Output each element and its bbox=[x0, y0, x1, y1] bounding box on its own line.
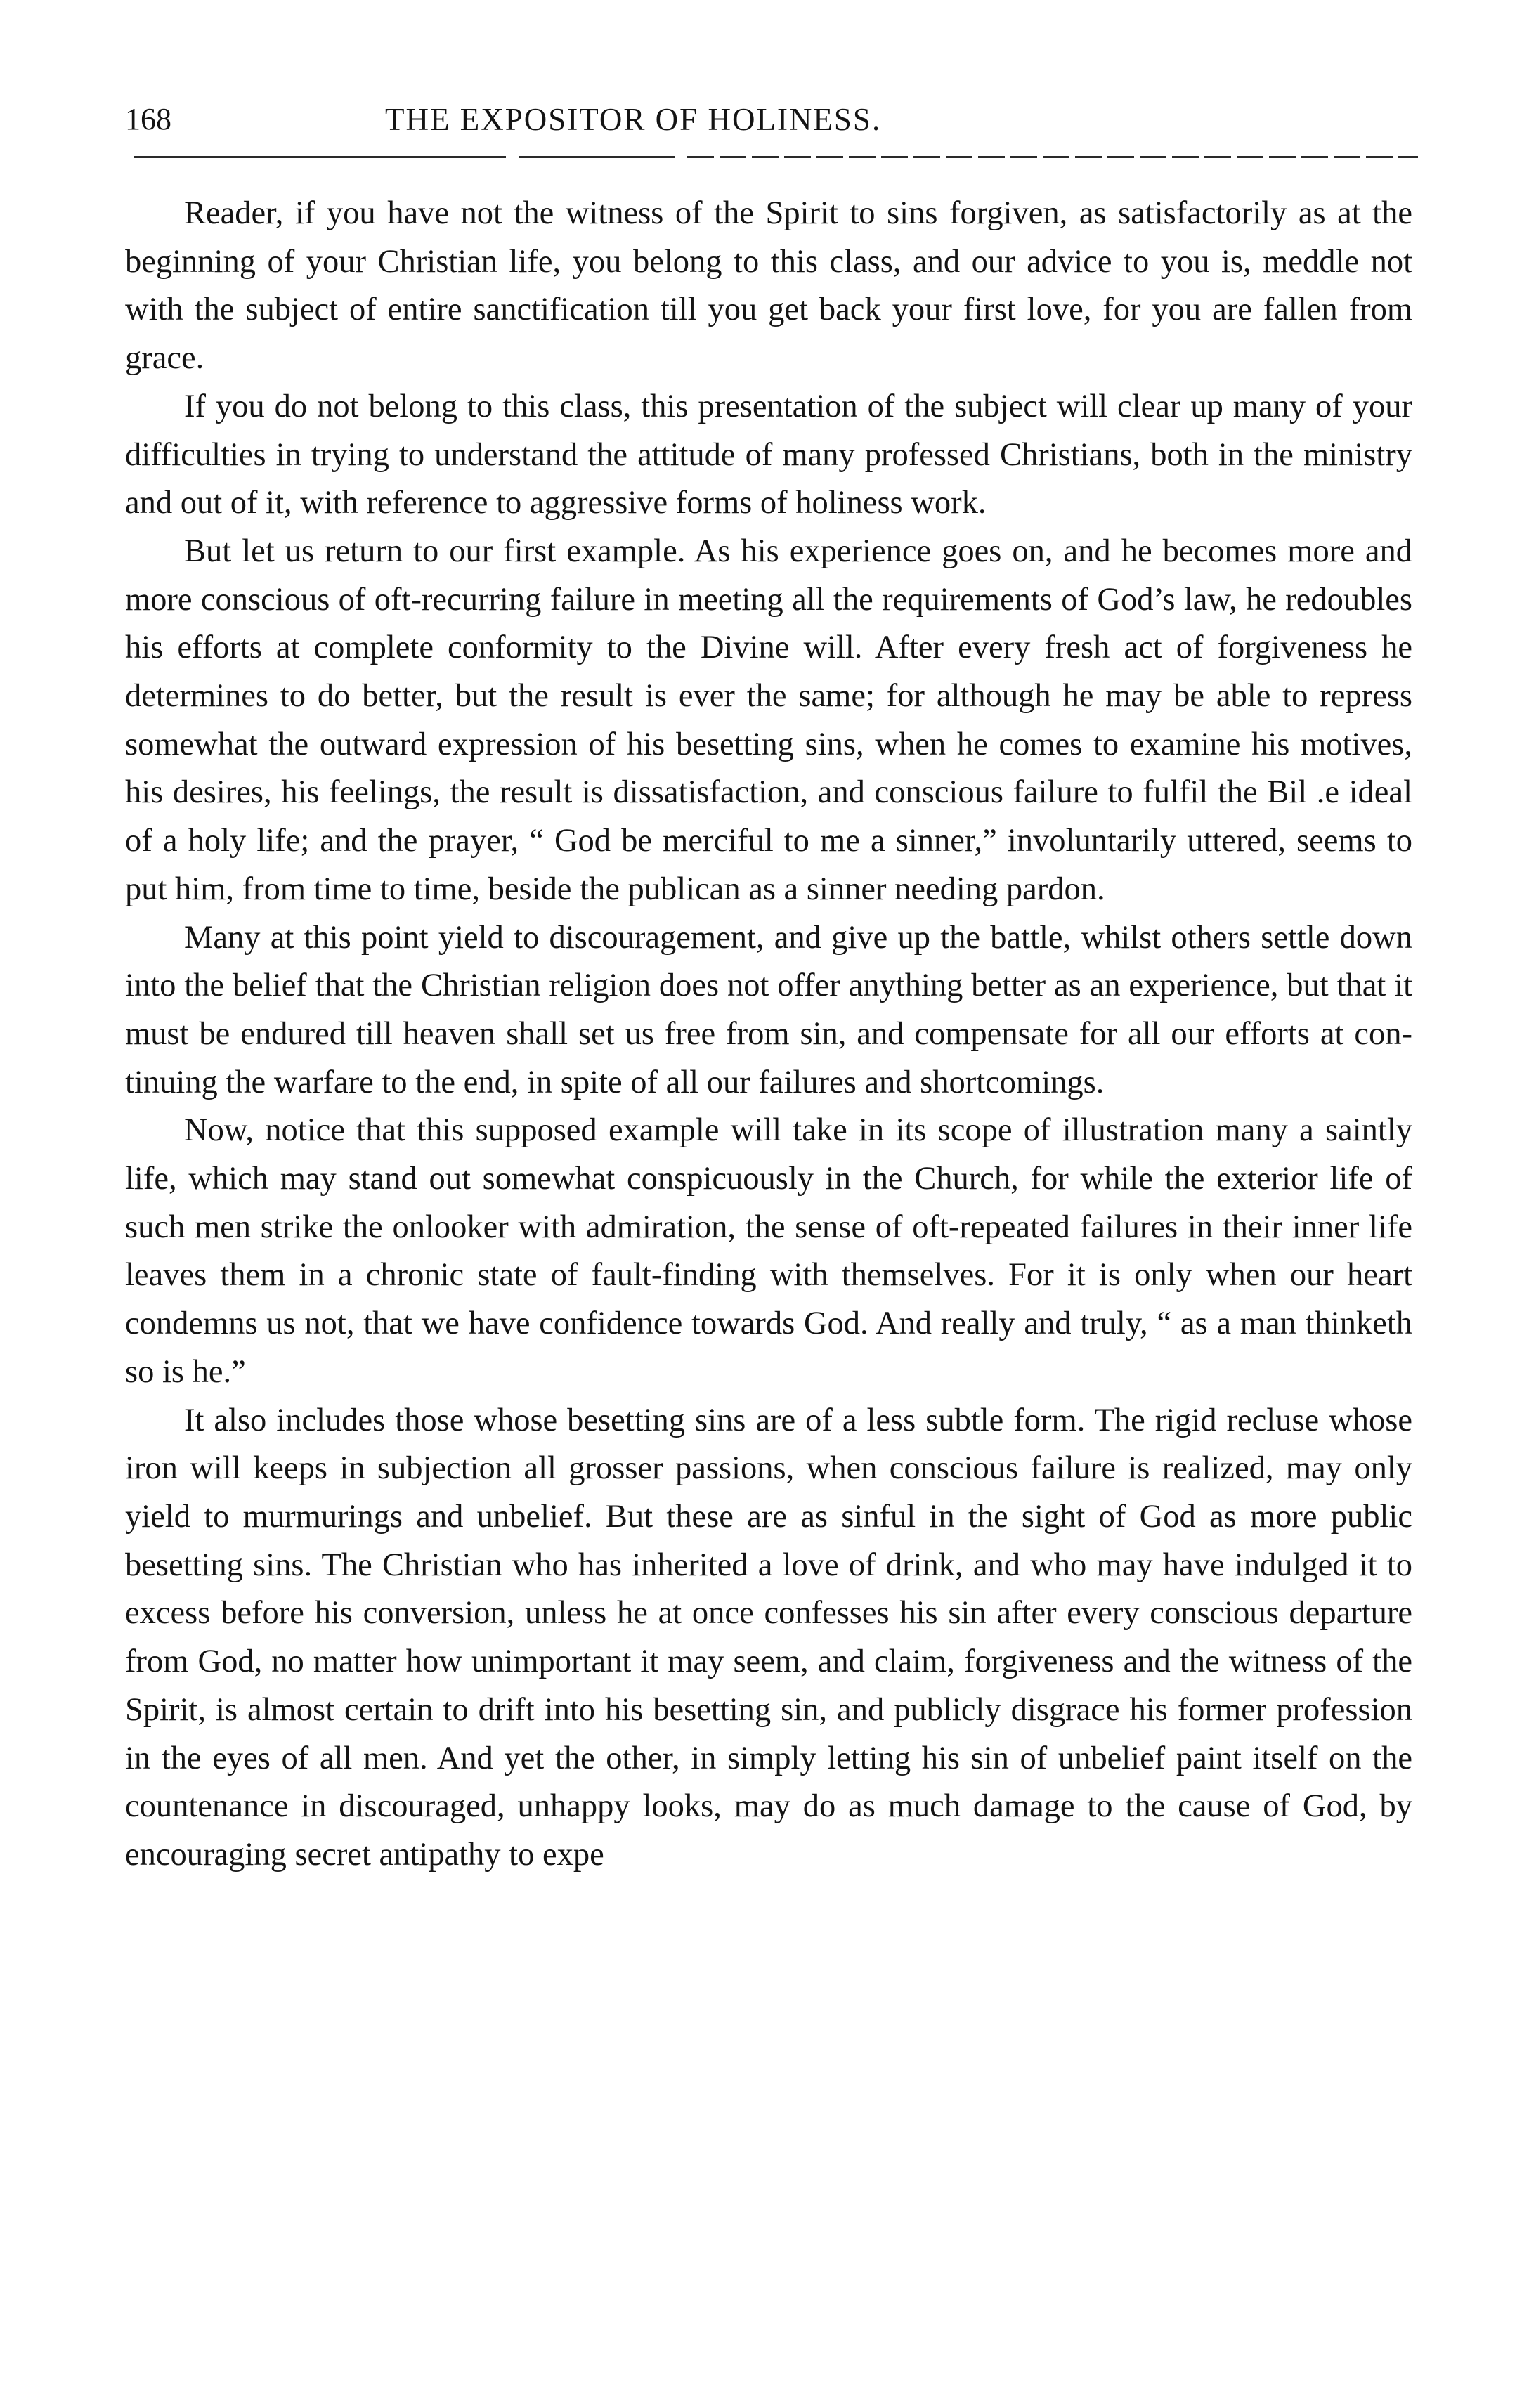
paragraph: If you do not belong to this class, this presentation of the subject will clear up many of your difficulties in trying to understand the attitude of many professed Christians, both in the ministry and out of it, with reference to aggressive forms of holiness work. bbox=[125, 388, 1412, 521]
header-rule bbox=[687, 156, 1418, 158]
header-rule bbox=[519, 156, 675, 158]
paragraph: Now, notice that this supposed example will take in its scope of illustration many a saintly life, which may stand out somewhat conspicuously in the Church, for while the exterior life of such men strike the onlooker with admiration, the sense of oft-repeated failures in their inner life leaves them in a chronic state of fault-finding with themselves. For it is only when our heart condemns us not, that we have confidence towards God. And really and truly, “ as a man thinketh so is he.” bbox=[125, 1112, 1412, 1390]
paragraph: Many at this point yield to discouragement, and give up the battle, whilst others settle down into the belief that the Christian religion does not offer anything better as an experience, but that it must be endured till heaven shall set us free from sin, and compensate for all our efforts at continuing the warfare to the end, in spite of all our failures and shortcomings. bbox=[125, 919, 1412, 1100]
page-number: 168 bbox=[125, 102, 171, 136]
header-rule bbox=[134, 156, 506, 158]
body-text bbox=[125, 190, 1412, 1880]
running-title: THE EXPOSITOR OF HOLINESS. bbox=[385, 102, 882, 137]
paragraph: It also includes those whose besetting sins are of a less subtle form. The rigid recluse whose iron will keeps in subjection all grosser passions, when conscious failure is realized, may only yield to murmurings and unbelief. But these are as sinful in the sight of God as more public besetting sins. The Christian who has inherited a love of drink, and who may have indulged it to excess before his conversion, unless he at once confesses his sin after every conscious departure from God, no matter how unimportant it may seem, and claim, forgiveness and the witness of the Spirit, is almost certain to drift into his besetting sin, and publicly disgrace his former profession in the eyes of all men. And yet the other, in simply letting his sin of unbelief paint itself on the countenance in discouraged, unhappy looks, may do as much damage to the cause of God, by encouraging secret antipathy to expe bbox=[125, 1402, 1412, 1873]
book-page bbox=[125, 98, 1412, 1873]
page-header bbox=[125, 98, 1412, 155]
paragraph: Reader, if you have not the witness of the Spirit to sins forgiven, as satisfactorily as at the beginning of your Christian life, you belong to this class, and our advice to you is, meddle not with the subject of entire sanctification till you get back your first love, for you are fallen from grace. bbox=[125, 195, 1412, 377]
paragraph: But let us return to our first example. As his experience goes on, and he becomes more and more conscious of oft-recurring failure in meeting all the requirements of God’s law, he redoubles his efforts at complete conformity to the Divine will. After every fresh act of forgiveness he determines to do better, but the result is ever the same; for although he may be able to repress somewhat the outward expression of his besetting sins, when he comes to examine his motives, his desires, his feelings, the result is dissatisfaction, and conscious failure to fulfil the Bil .e ideal of a holy life; and the prayer, “ God be merciful to me a sinner,” involuntarily uttered, seems to put him, from time to time, beside the publican as a sinner needing pardon. bbox=[125, 533, 1412, 907]
